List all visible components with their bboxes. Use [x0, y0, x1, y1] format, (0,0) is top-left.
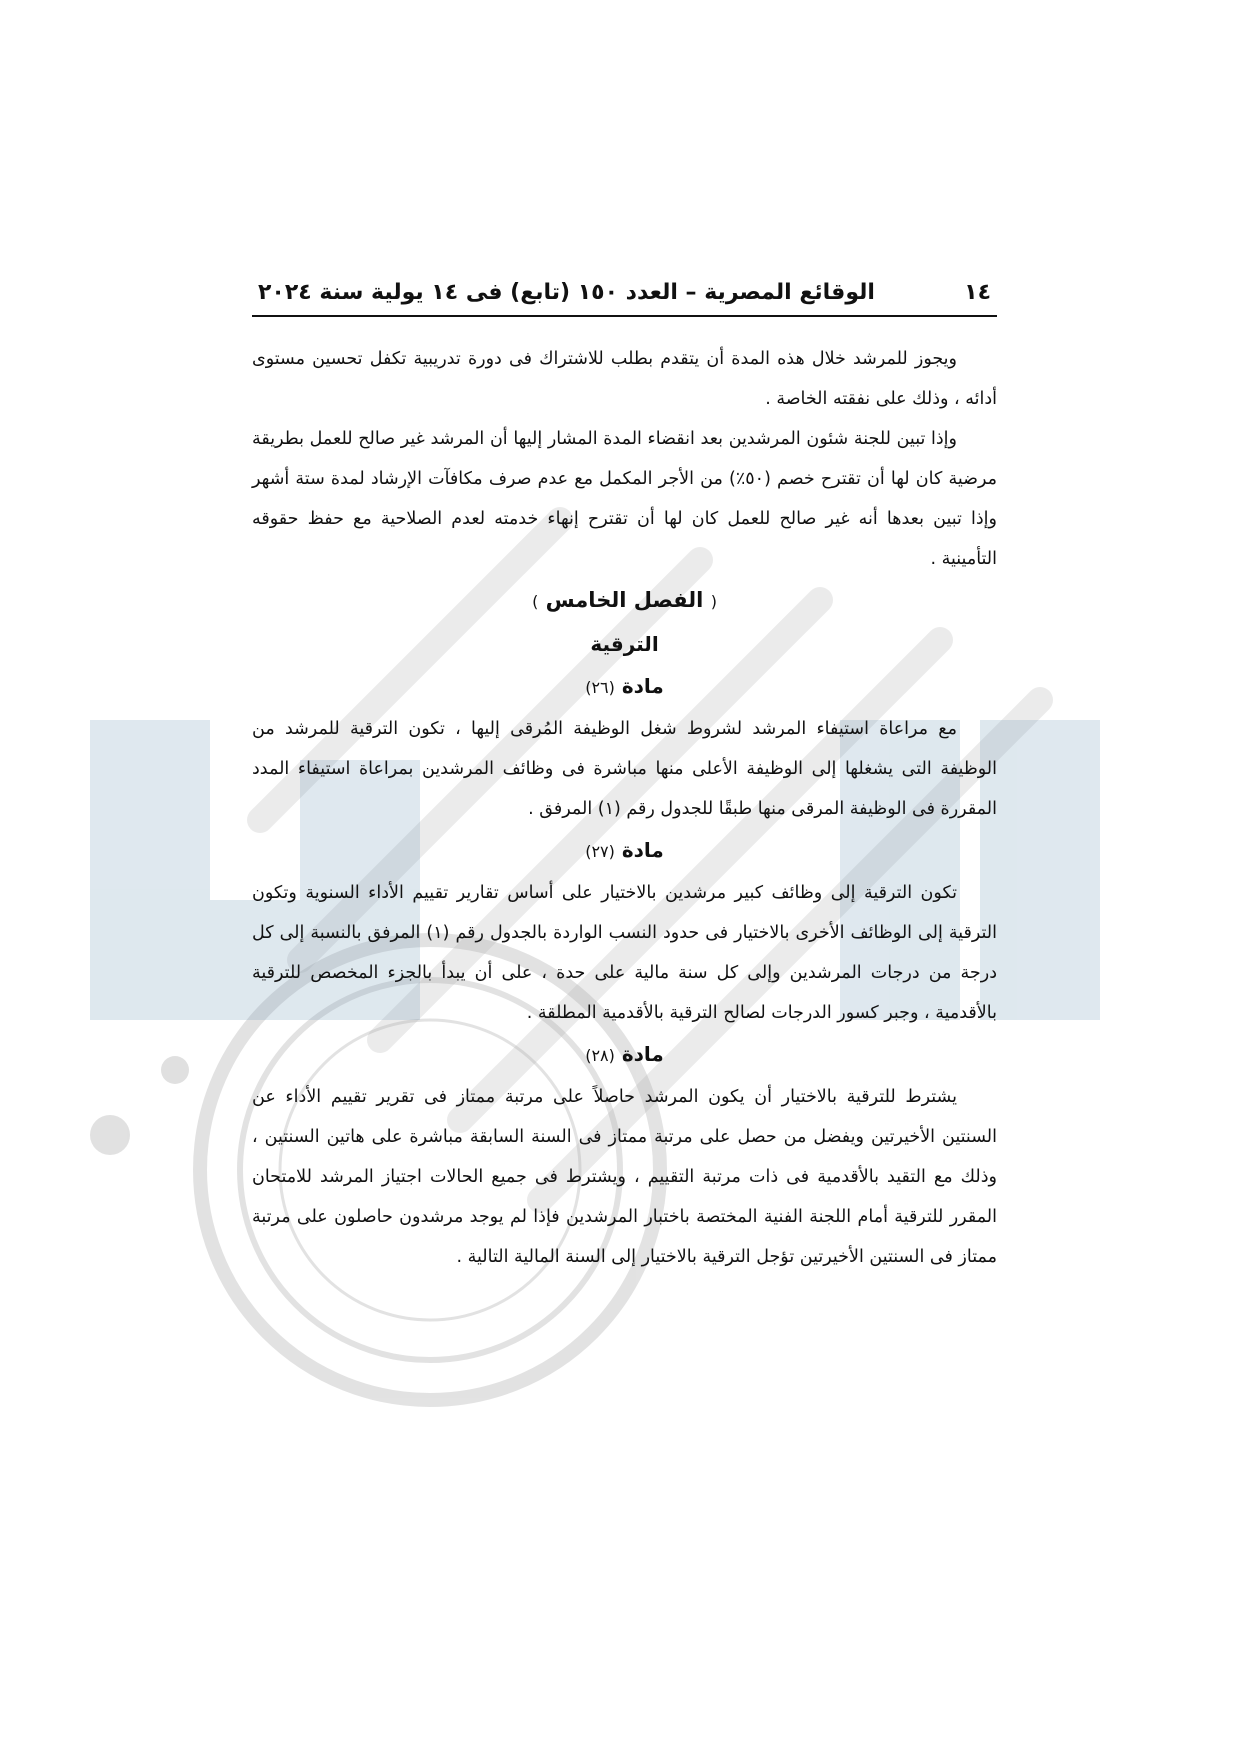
article-28-heading: مادة (٢٨) [585, 1042, 664, 1066]
page-number: ١٤ [964, 280, 991, 305]
article-27-heading: مادة (٢٧) [585, 838, 664, 862]
chapter-subtitle: الترقية [590, 632, 659, 656]
header-divider [252, 315, 997, 317]
watermark-dots [90, 1056, 189, 1155]
document-page [252, 280, 997, 1277]
page-header [252, 280, 997, 315]
gazette-title: الوقائع المصرية – العدد ١٥٠ (تابع) فى ١٤ يولية سنة ٢٠٢٤ [258, 280, 875, 305]
paragraph-4: تكون الترقية إلى وظائف كبير مرشدين بالاختيار على أساس تقارير تقييم الأداء السنوية وتكون الترقية إلى الوظائف الأخرى بالاختيار فى حدود النسب الواردة بالجدول رقم (١) المرفق بالنسبة إلى كل درجة من درجات المرشدين وإلى كل سنة مالية على حدة ، على أن يبدأ بالجزء المخصص للترقية بالأقدمية ، وجبر كسور الدرجات لصالح الترقية بالأقدمية المطلقة . [252, 883, 997, 1023]
paragraph-2: وإذا تبين للجنة شئون المرشدين بعد انقضاء المدة المشار إليها أن المرشد غير صالح للعمل بطريقة مرضية كان لها أن تقترح خصم (٥٠٪) من الأجر المكمل مع عدم صرف مكافآت الإرشاد لمدة ستة أشهر وإذا تبين بعدها أنه غير صالح للعمل كان لها أن تقترح إنهاء خدمته لعدم الصلاحية مع حفظ حقوقه التأمينية . [252, 429, 998, 569]
chapter-title: الفصل الخامس [545, 588, 704, 612]
article-26-heading: مادة (٢٦) [585, 674, 664, 698]
paragraph-3: مع مراعاة استيفاء المرشد لشروط شغل الوظيفة المُرقى إليها ، تكون الترقية للمرشد من الوظيفة التى يشغلها إلى الوظيفة الأعلى منها مباشرة فى وظائف المرشدين بمراعاة استيفاء المدد المقررة فى الوظيفة المرقى منها طبقًا للجدول رقم (١) المرفق . [252, 719, 997, 819]
paragraph-5: يشترط للترقية بالاختيار أن يكون المرشد حاصلاً على مرتبة ممتاز فى تقرير تقييم الأداء عن السنتين الأخيرتين ويفضل من حصل على مرتبة ممتاز فى السنة السابقة مباشرة على هاتين السنتين ، وذلك مع التقيد بالأقدمية فى ذات مرتبة التقييم ، ويشترط فى جميع الحالات اجتياز المرشد للامتحان المقرر للترقية أمام اللجنة الفنية المختصة باختبار المرشدين فإذا لم يوجد مرشدون حاصلون على مرتبة ممتاز فى السنتين الأخيرتين تؤجل الترقية بالاختيار إلى السنة المالية التالية . [252, 1087, 997, 1267]
chapter-heading: ( الفصل الخامس ) [532, 588, 717, 612]
paragraph-1: ويجوز للمرشد خلال هذه المدة أن يتقدم بطلب للاشتراك فى دورة تدريبية تكفل تحسين مستوى أدائه ، وذلك على نفقته الخاصة . [252, 349, 997, 409]
